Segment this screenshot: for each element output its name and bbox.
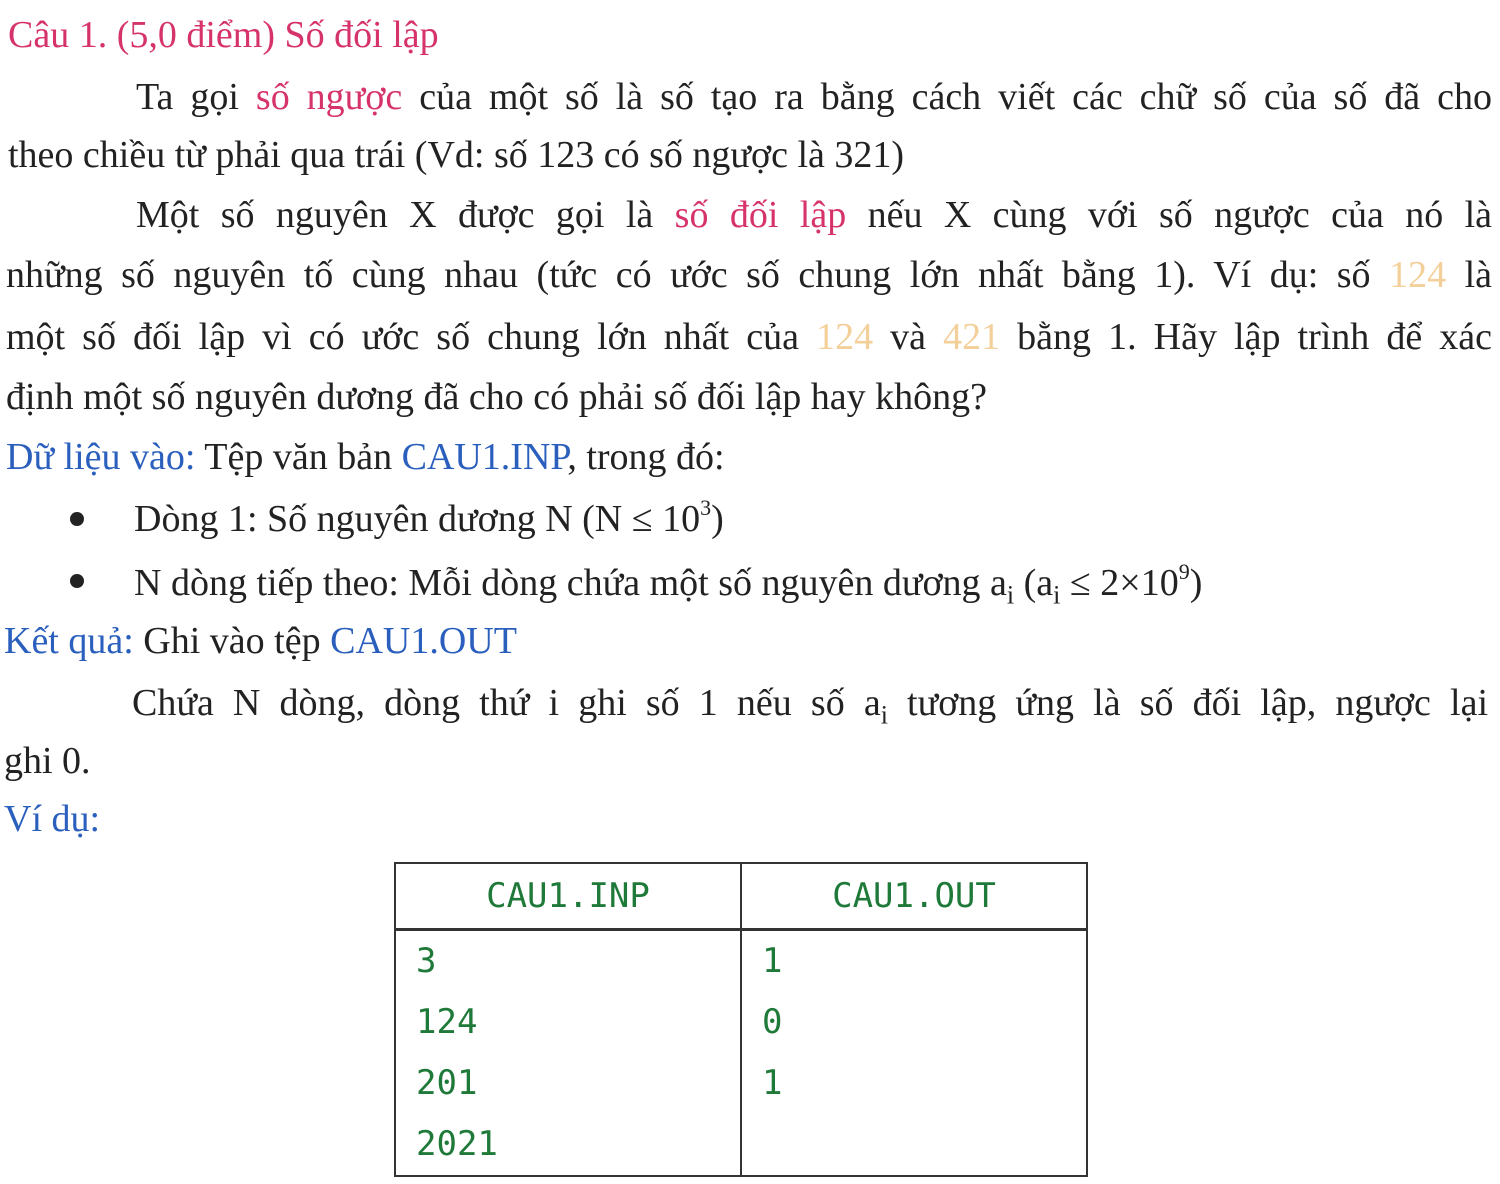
output-section — [4, 618, 517, 664]
example-label — [4, 796, 100, 842]
para1-line1 — [136, 74, 1492, 120]
text-span: Tệp văn bản — [195, 436, 402, 478]
superscript: 3 — [700, 495, 712, 521]
bullet-icon — [70, 574, 84, 588]
text-span: của một số là số tạo ra bằng cách viết các chữ số của số đã cho — [402, 76, 1492, 118]
para1-line2 — [8, 132, 904, 178]
problem-heading — [8, 12, 439, 58]
text-span: , trong đó: — [567, 436, 725, 478]
column-header-input: CAU1.INP — [395, 863, 741, 930]
table-cell-output: 0 — [741, 992, 1087, 1053]
input-bullet-2 — [134, 559, 1203, 610]
input-label: Dữ liệu vào: — [6, 436, 196, 478]
para2-line3 — [6, 314, 1492, 360]
input-filename: CAU1.INP — [401, 436, 568, 478]
table-header-row — [395, 863, 1087, 930]
column-header-output: CAU1.OUT — [741, 863, 1087, 930]
para2-line4 — [6, 374, 987, 420]
text-span: ≤ 2×10 — [1060, 562, 1179, 604]
text-span: ghi 0. — [4, 740, 91, 782]
text-span: định một số nguyên dương đã cho có phải số đối lập hay không? — [6, 376, 988, 418]
table-cell-input: 124 — [395, 992, 741, 1053]
text-span: ) — [1189, 562, 1203, 604]
table-row — [395, 992, 1087, 1053]
text-span: Dòng 1: Số nguyên dương N (N ≤ 10 — [134, 498, 701, 540]
table-cell-output — [741, 1114, 1087, 1176]
faint-number: 421 — [943, 316, 1001, 358]
text-span: một số đối lập vì có ước số chung lớn nhất của — [6, 316, 817, 358]
output-filename: CAU1.OUT — [330, 620, 517, 662]
table-row — [395, 930, 1087, 993]
output-desc-line2 — [4, 738, 91, 784]
text-span: tương ứng là số đối lập, ngược lại — [887, 682, 1489, 724]
para2-line2 — [6, 252, 1492, 298]
subscript: i — [880, 700, 888, 730]
superscript: 9 — [1178, 559, 1190, 585]
example-table — [394, 862, 1088, 1177]
term-so-doi-lap: số đối lập — [674, 194, 847, 236]
input-section — [6, 434, 725, 480]
text-span: ) — [711, 498, 724, 540]
text-span: (a — [1014, 562, 1054, 604]
text-span: Ta gọi — [136, 76, 256, 118]
table-row — [395, 1053, 1087, 1114]
table-cell-output: 1 — [741, 1053, 1087, 1114]
para2-line1 — [136, 192, 1492, 238]
table-cell-input: 3 — [395, 930, 741, 993]
text-span: Ghi vào tệp — [133, 620, 331, 662]
subscript: i — [1053, 580, 1061, 610]
bullet-icon — [70, 512, 84, 526]
table-cell-output: 1 — [741, 930, 1087, 993]
faint-number: 124 — [816, 316, 874, 358]
text-span: Một số nguyên X được gọi là — [136, 194, 675, 236]
term-so-nguoc: số ngược — [255, 76, 403, 118]
text-span: Ví dụ: — [4, 798, 101, 840]
text-span: theo chiều từ phải qua trái (Vd: số 123 có số ngược là 321) — [8, 134, 905, 176]
text-span: và — [873, 316, 944, 358]
text-span: những số nguyên tố cùng nhau (tức có ước số chung lớn nhất bằng 1). Ví dụ: số — [6, 254, 1390, 296]
output-desc-line1 — [132, 680, 1489, 730]
subscript: i — [1006, 580, 1015, 610]
heading-text: Câu 1. (5,0 điểm) Số đối lập — [8, 14, 439, 56]
table-cell-input: 201 — [395, 1053, 741, 1114]
table-row — [395, 1114, 1087, 1176]
text-span: là — [1446, 254, 1492, 296]
text-span: bằng 1. Hãy lập trình để xác — [1000, 316, 1493, 358]
text-span: N dòng tiếp theo: Mỗi dòng chứa một số nguyên dương a — [134, 562, 1007, 604]
table-cell-input: 2021 — [395, 1114, 741, 1176]
text-span: Chứa N dòng, dòng thứ i ghi số 1 nếu số a — [132, 682, 881, 724]
input-bullet-1 — [134, 496, 724, 542]
text-span: nếu X cùng với số ngược của nó là — [846, 194, 1493, 236]
output-label: Kết quả: — [4, 620, 134, 662]
faint-number: 124 — [1389, 254, 1447, 296]
